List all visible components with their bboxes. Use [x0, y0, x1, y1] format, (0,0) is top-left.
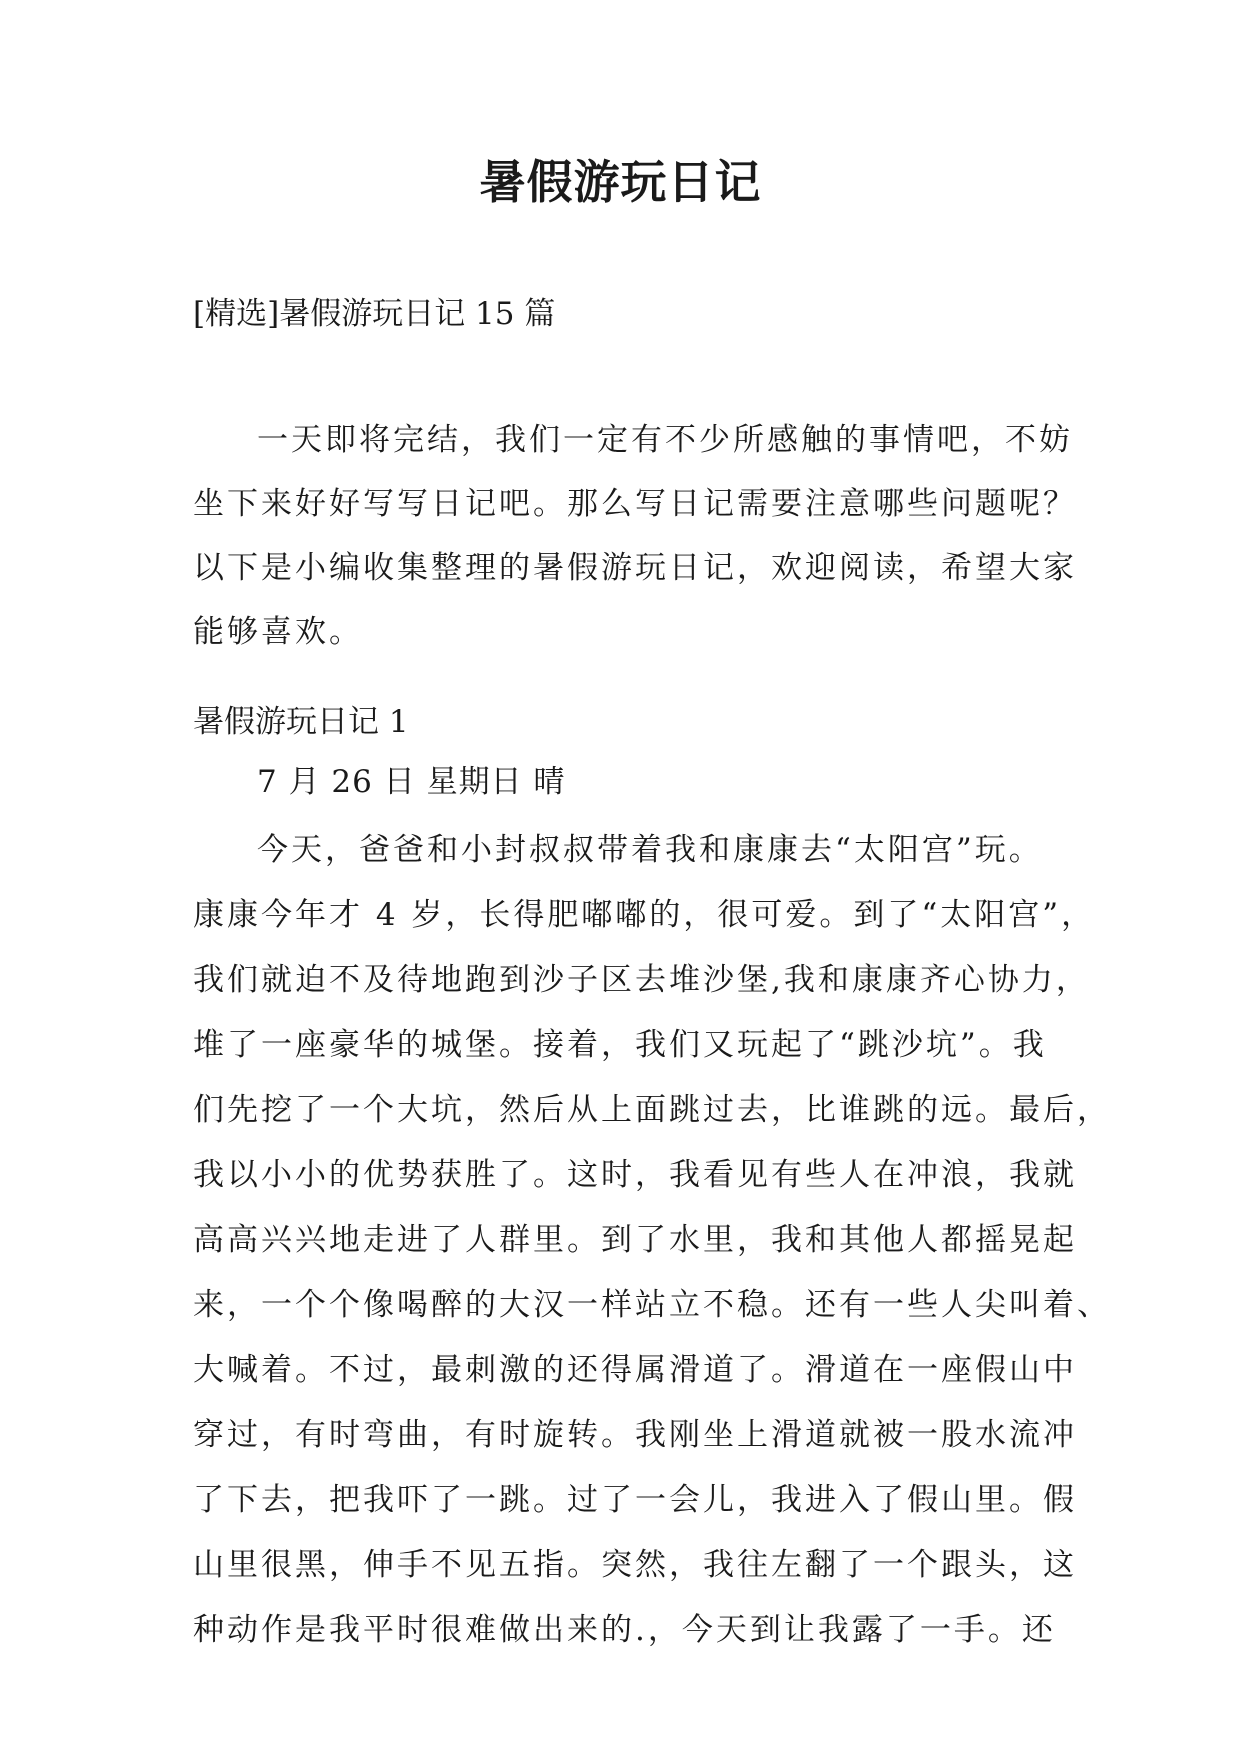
body-line: 种动作是我平时很难做出来的.，今天到让我露了一手。还 — [193, 1612, 1056, 1648]
intro-line: 以下是小编收集整理的暑假游玩日记，欢迎阅读，希望大家 — [193, 550, 1077, 586]
intro-line: 一天即将完结，我们一定有不少所感触的事情吧，不妨 — [257, 422, 1073, 458]
body-line: 今天，爸爸和小封叔叔带着我和康康去“太阳宫”玩。 — [257, 832, 1043, 868]
intro-paragraph — [193, 408, 1077, 664]
body-line: 穿过，有时弯曲，有时旋转。我刚坐上滑道就被一股水流冲 — [193, 1417, 1077, 1453]
body-line: 了下去，把我吓了一跳。过了一会儿，我进入了假山里。假 — [193, 1482, 1077, 1518]
body-line: 来，一个个像喝醉的大汉一样站立不稳。还有一些人尖叫着、 — [193, 1287, 1111, 1323]
body-line: 堆了一座豪华的城堡。接着，我们又玩起了“跳沙坑”。我 — [193, 1027, 1047, 1063]
diary-body-paragraph — [193, 818, 1111, 1663]
body-line: 们先挖了一个大坑，然后从上面跳过去，比谁跳的远。最后， — [193, 1092, 1111, 1128]
section-title: 暑假游玩日记 1 — [193, 704, 409, 740]
intro-line: 坐下来好好写写日记吧。那么写日记需要注意哪些问题呢？ — [193, 486, 1077, 522]
body-line: 大喊着。不过，最刺激的还得属滑道了。滑道在一座假山中 — [193, 1352, 1077, 1388]
body-line: 我以小小的优势获胜了。这时，我看见有些人在冲浪，我就 — [193, 1157, 1077, 1193]
body-line: 山里很黑，伸手不见五指。突然，我往左翻了一个跟头，这 — [193, 1547, 1077, 1583]
diary-date-line: 7 月 26 日 星期日 晴 — [257, 764, 566, 800]
body-line: 康康今年才 4 岁，长得肥嘟嘟的，很可爱。到了“太阳宫”， — [193, 897, 1096, 933]
body-line: 高高兴兴地走进了人群里。到了水里，我和其他人都摇晃起 — [193, 1222, 1077, 1258]
document-title: 暑假游玩日记 — [479, 155, 762, 209]
body-line: 我们就迫不及待地跑到沙子区去堆沙堡,我和康康齐心协力， — [193, 962, 1090, 998]
document-subtitle: [精选]暑假游玩日记 15 篇 — [193, 296, 556, 332]
intro-line: 能够喜欢。 — [193, 614, 363, 650]
